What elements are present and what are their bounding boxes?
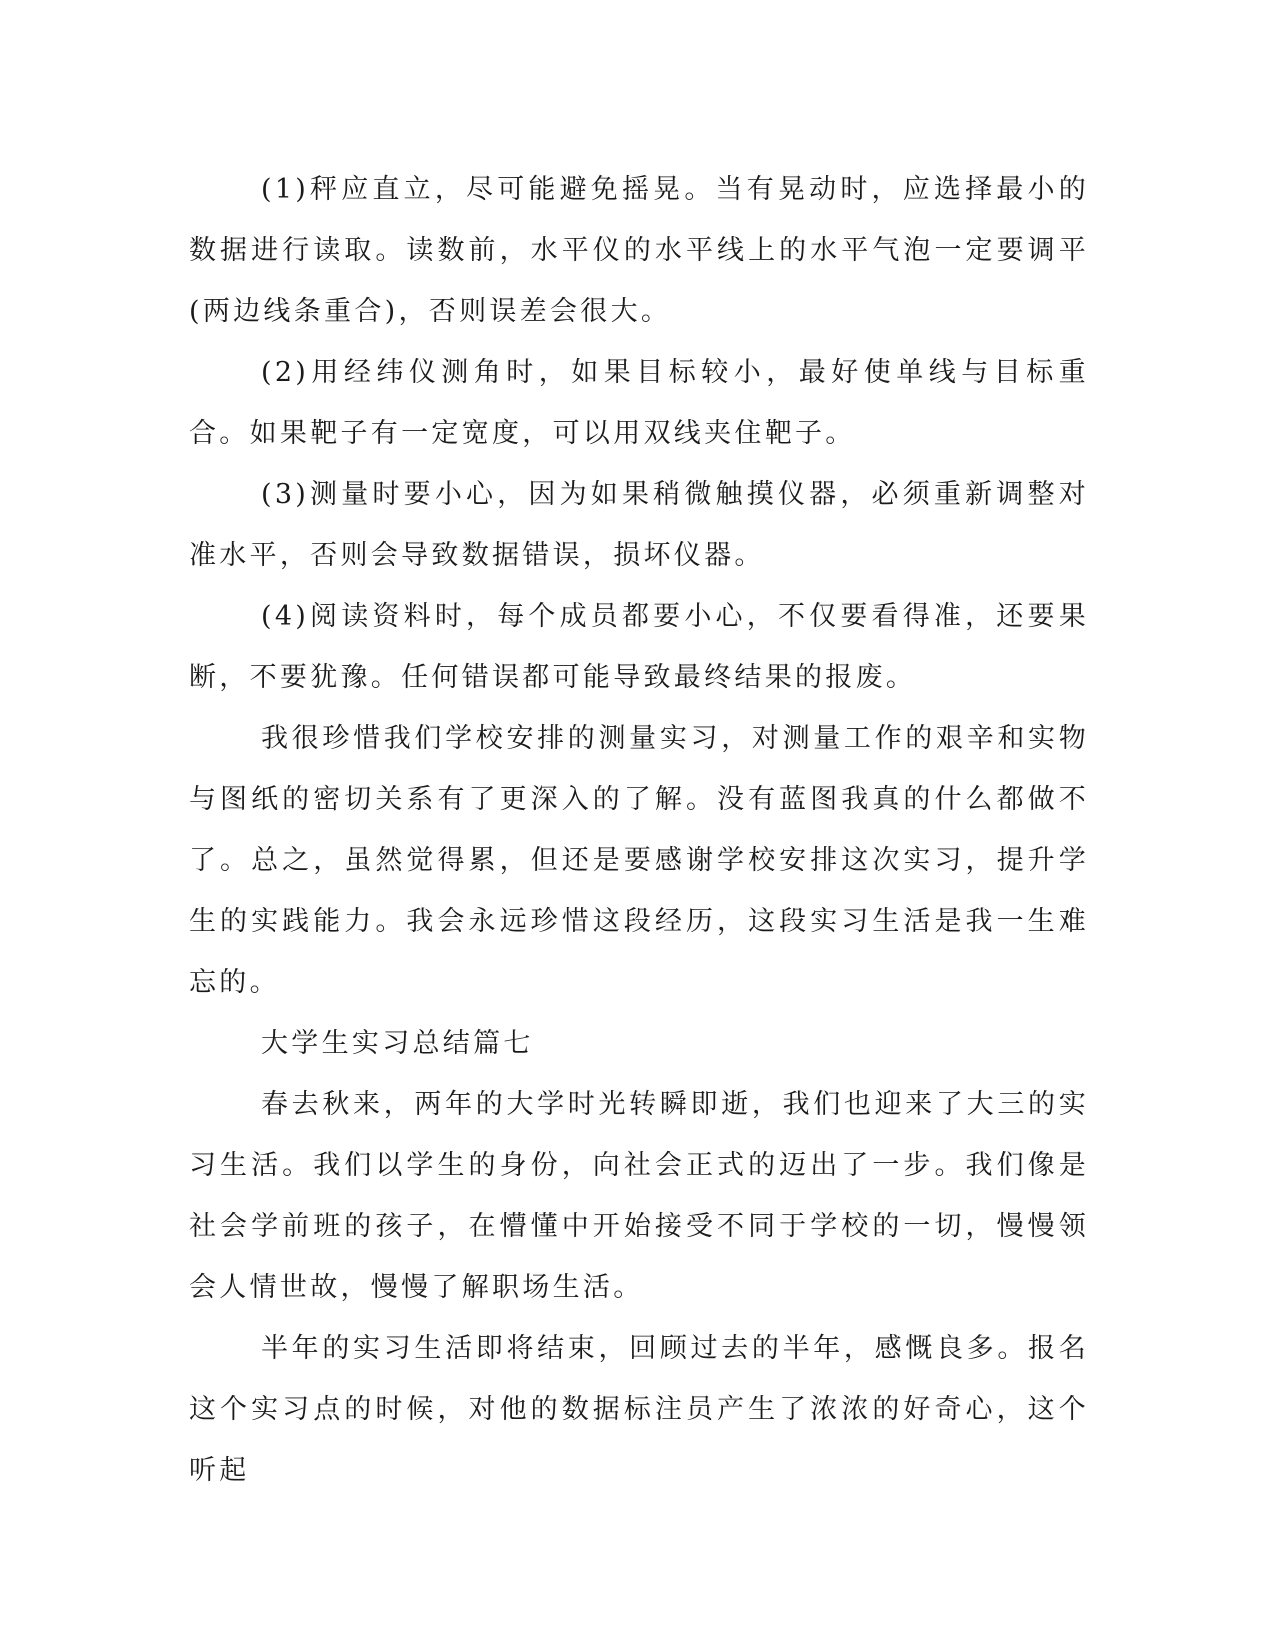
document-body	[189, 159, 1089, 1501]
section-heading: 大学生实习总结篇七	[261, 1028, 534, 1059]
paragraph-reflection: 半年的实习生活即将结束，回顾过去的半年，感慨良多。报名这个实习点的时候，对他的数据标注员产生了浓浓的好奇心，这个听起	[189, 1333, 1089, 1486]
paragraph-theodolite: (2)用经纬仪测角时，如果目标较小，最好使单线与目标重合。如果靶子有一定宽度，可以用双线夹住靶子。	[189, 357, 1089, 449]
paragraph-scale-reading: (1)秤应直立，尽可能避免摇晃。当有晃动时，应选择最小的数据进行读取。读数前，水平仪的水平线上的水平气泡一定要调平(两边线条重合)，否则误差会很大。	[189, 174, 1089, 327]
paragraph-careful-measurement: (3)测量时要小心，因为如果稍微触摸仪器，必须重新调整对准水平，否则会导致数据错误，损坏仪器。	[189, 479, 1089, 571]
paragraph-summary: 我很珍惜我们学校安排的测量实习，对测量工作的艰辛和实物与图纸的密切关系有了更深入的了解。没有蓝图我真的什么都做不了。总之，虽然觉得累，但还是要感谢学校安排这次实习，提升学生的实践能力。我会永远珍惜这段经历，这段实习生活是我一生难忘的。	[189, 723, 1089, 998]
paragraph-reading-data: (4)阅读资料时，每个成员都要小心，不仅要看得准，还要果断，不要犹豫。任何错误都可能导致最终结果的报废。	[189, 601, 1089, 693]
paragraph-intro: 春去秋来，两年的大学时光转瞬即逝，我们也迎来了大三的实习生活。我们以学生的身份，向社会正式的迈出了一步。我们像是社会学前班的孩子，在懵懂中开始接受不同于学校的一切，慢慢领会人情世故，慢慢了解职场生活。	[189, 1089, 1089, 1303]
